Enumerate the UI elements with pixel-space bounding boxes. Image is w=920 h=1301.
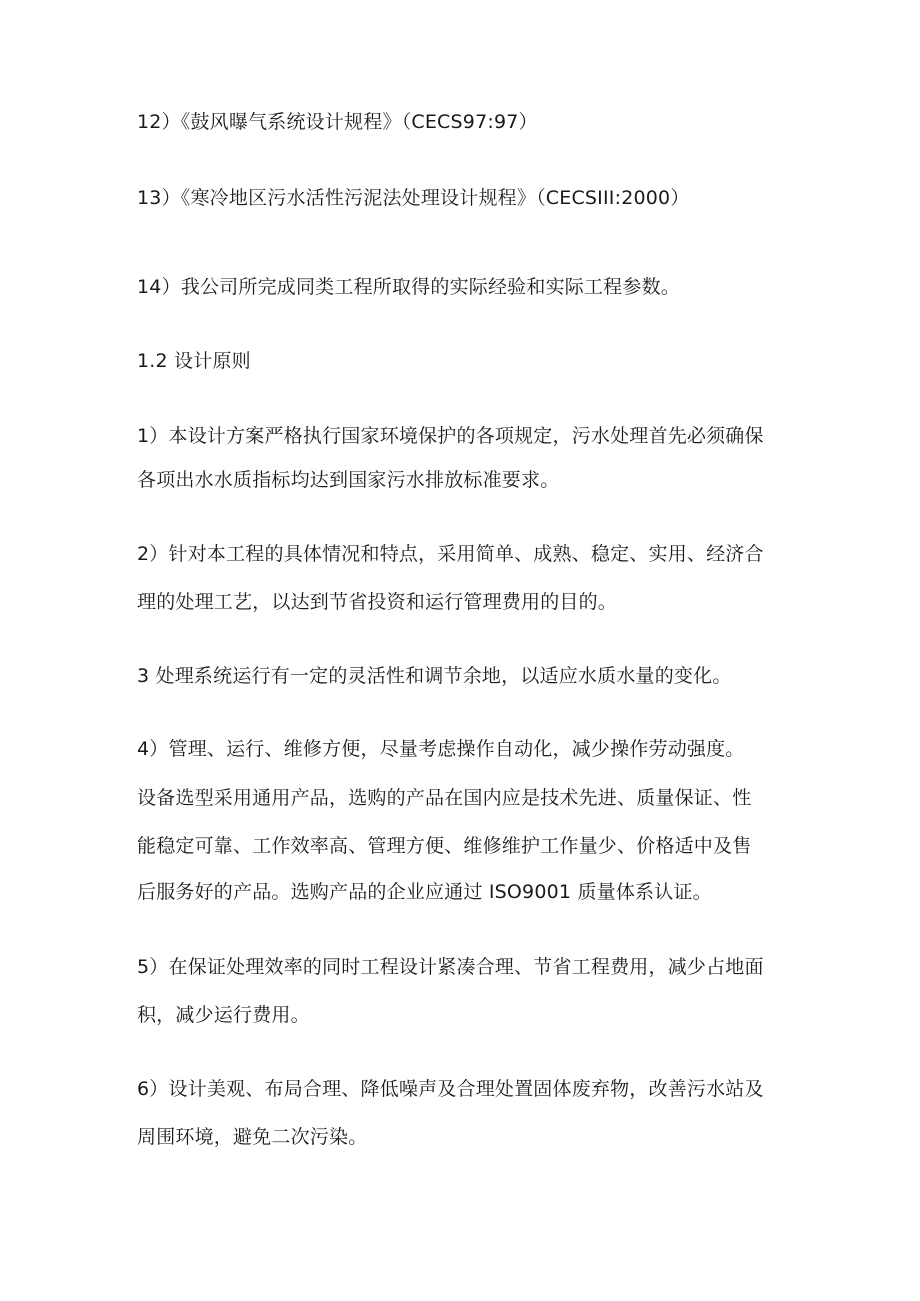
principle-6-line-1: 6）设计美观、布局合理、降低噪声及合理处置固体废弃物，改善污水站及 (137, 1078, 764, 1100)
section-heading: 1.2 设计原则 (137, 350, 251, 372)
reference-item-13: 13）《寒冷地区污水活性污泥法处理设计规程》（CECSIII:2000） (137, 187, 690, 209)
principle-2-line-2: 理的处理工艺，以达到节省投资和运行管理费用的目的。 (137, 591, 618, 613)
principle-4-line-4: 后服务好的产品。选购产品的企业应通过 ISO9001 质量体系认证。 (137, 881, 712, 903)
principle-4-line-1: 4）管理、运行、维修方便，尽量考虑操作自动化，减少操作劳动强度。 (137, 738, 745, 760)
principle-5-line-2: 积，减少运行费用。 (137, 1004, 310, 1026)
principle-3: 3 处理系统运行有一定的灵活性和调节余地，以适应水质水量的变化。 (137, 665, 732, 687)
reference-item-12: 12）《鼓风曝气系统设计规程》（CECS97:97） (137, 111, 538, 133)
principle-2-line-1: 2）针对本工程的具体情况和特点，采用简单、成熟、稳定、实用、经济合 (137, 543, 764, 565)
principle-5-line-1: 5）在保证处理效率的同时工程设计紧凑合理、节省工程费用，减少占地面 (137, 956, 764, 978)
principle-4-line-2: 设备选型采用通用产品，选购的产品在国内应是技术先进、质量保证、性 (137, 787, 752, 809)
principle-4-line-3: 能稳定可靠、工作效率高、管理方便、维修维护工作量少、价格适中及售 (137, 835, 752, 857)
reference-item-14: 14）我公司所完成同类工程所取得的实际经验和实际工程参数。 (137, 276, 680, 298)
principle-1-line-1: 1）本设计方案严格执行国家环境保护的各项规定，污水处理首先必须确保 (137, 425, 764, 447)
principle-6-line-2: 周围环境，避免二次污染。 (137, 1126, 368, 1148)
principle-1-line-2: 各项出水水质指标均达到国家污水排放标准要求。 (137, 469, 560, 491)
